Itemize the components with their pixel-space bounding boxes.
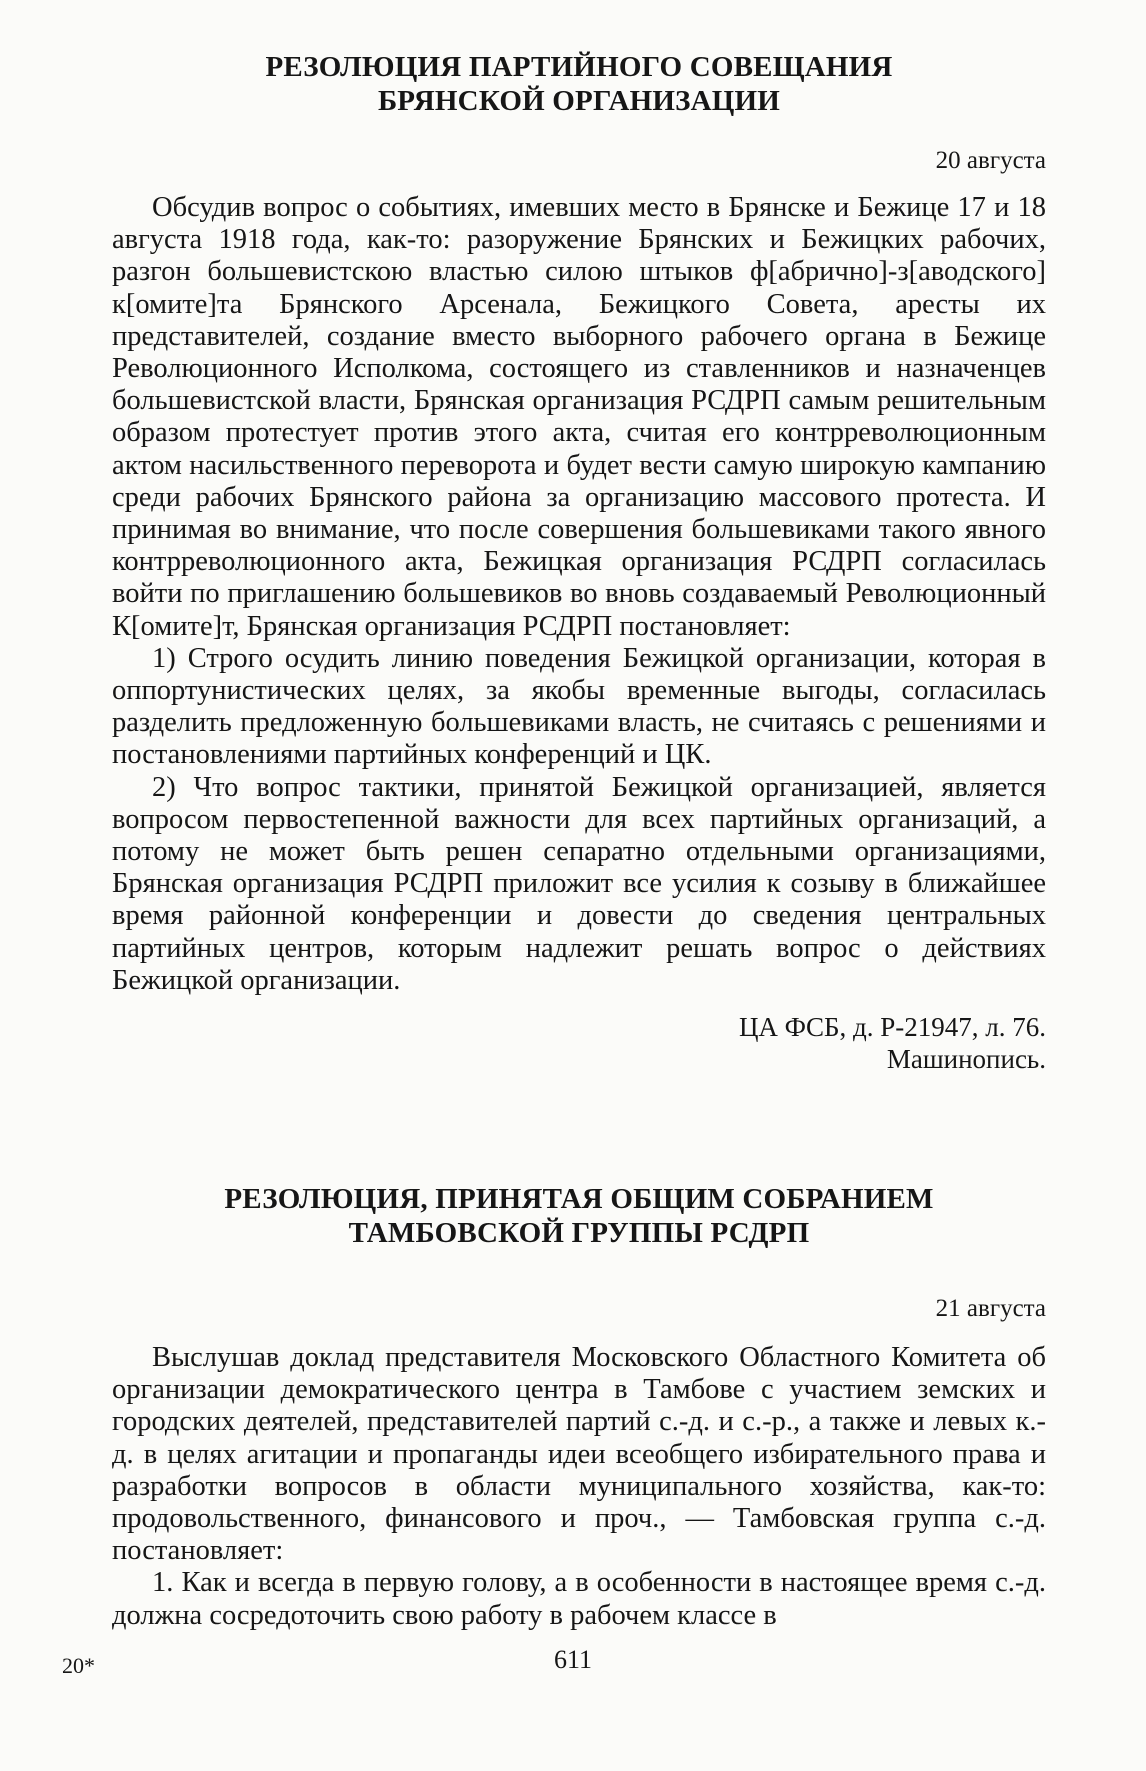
title-line-2: БРЯНСКОЙ ОРГАНИЗАЦИИ xyxy=(377,85,781,117)
document-type: Машинопись. xyxy=(886,1044,1046,1075)
paragraph: 2) Что вопрос тактики, принятой Бежицкой организацией, является вопросом первостепенной важности для всех партийных организаций, а потому не может быть решен сепаратно отдельными организациями, Брянская организация РСДРП приложит все усилия к созыву в ближайшее время районной конференции и довести до сведения центральных партийных центров, которым надлежит решать вопрос о действиях Бежицкой организации. xyxy=(112,771,1046,996)
title-line-2: ТАМБОВСКОЙ ГРУППЫ РСДРП xyxy=(348,1217,810,1249)
paragraph: 1) Строго осудить линию поведения Бежицкой организации, которая в оппортунистических целях, за якобы временные выгоды, согласилась разделить предложенную большевиками власть, не считаясь с решениями и постановлениями партийных конференций и ЦК. xyxy=(112,642,1046,771)
paragraph: Обсудив вопрос о событиях, имевших место в Брянске и Бежице 17 и 18 августа 1918 года, как-то: разоружение Брянских и Бежицких рабочих, разгон большевистскою властью силою штыков ф[абрично]-з[аводского] к[омите]та Брянского Арсенала, Бежицкого Совета, аресты их представителей, создание вместо выборного рабочего органа в Бежице Революционного Исполкома, состоящего из ставленников и назначенцев большевистской власти, Брянская организация РСДРП самым решительным образом протестует против этого акта, считая его контрреволюционным актом насильственного переворота и будет вести самую широкую кампанию среди рабочих Брянского района за организацию массового протеста. И принимая во внимание, что после совершения большевиками такого явного контрреволюционного акта, Бежицкая организация РСДРП согласилась войти по приглашению большевиков во вновь создаваемый Революционный К[омите]т, Брянская организация РСДРП постановляет: xyxy=(112,192,1046,642)
title-line-1: РЕЗОЛЮЦИЯ ПАРТИЙНОГО СОВЕЩАНИЯ xyxy=(265,51,893,83)
title-line-1: РЕЗОЛЮЦИЯ, ПРИНЯТАЯ ОБЩИМ СОБРАНИЕМ xyxy=(224,1183,934,1215)
section-tambov xyxy=(112,1182,1046,1632)
paragraph: Выслушав доклад представителя Московского Областного Комитета об организации демократического центра в Тамбове с участием земских и городских деятелей, представителей партий с.-д. и с.-р., а также и левых к.-д. в целях агитации и пропаганды идеи всеобщего избирательного права и разработки вопросов в области муниципального хозяйства, как-то: продовольственного, финансового и проч., — Тамбовская группа с.-д. постановляет: xyxy=(112,1342,1046,1567)
section-title xyxy=(112,1182,1046,1250)
paragraph: 1. Как и всегда в первую голову, а в особенности в настоящее время с.-д. должна сосредоточить свою работу в рабочем классе в xyxy=(112,1567,1046,1631)
source-reference xyxy=(112,1011,1046,1075)
section-bryansk xyxy=(112,50,1046,1075)
section-title xyxy=(112,50,1046,118)
page-footer xyxy=(62,1645,1084,1685)
section-date: 21 августа xyxy=(935,1295,1046,1322)
page-number: 611 xyxy=(553,1645,593,1674)
archive-reference: ЦА ФСБ, д. Р-21947, л. 76. xyxy=(738,1012,1046,1043)
signature-mark: 20* xyxy=(62,1653,95,1678)
section-date: 20 августа xyxy=(935,147,1046,174)
